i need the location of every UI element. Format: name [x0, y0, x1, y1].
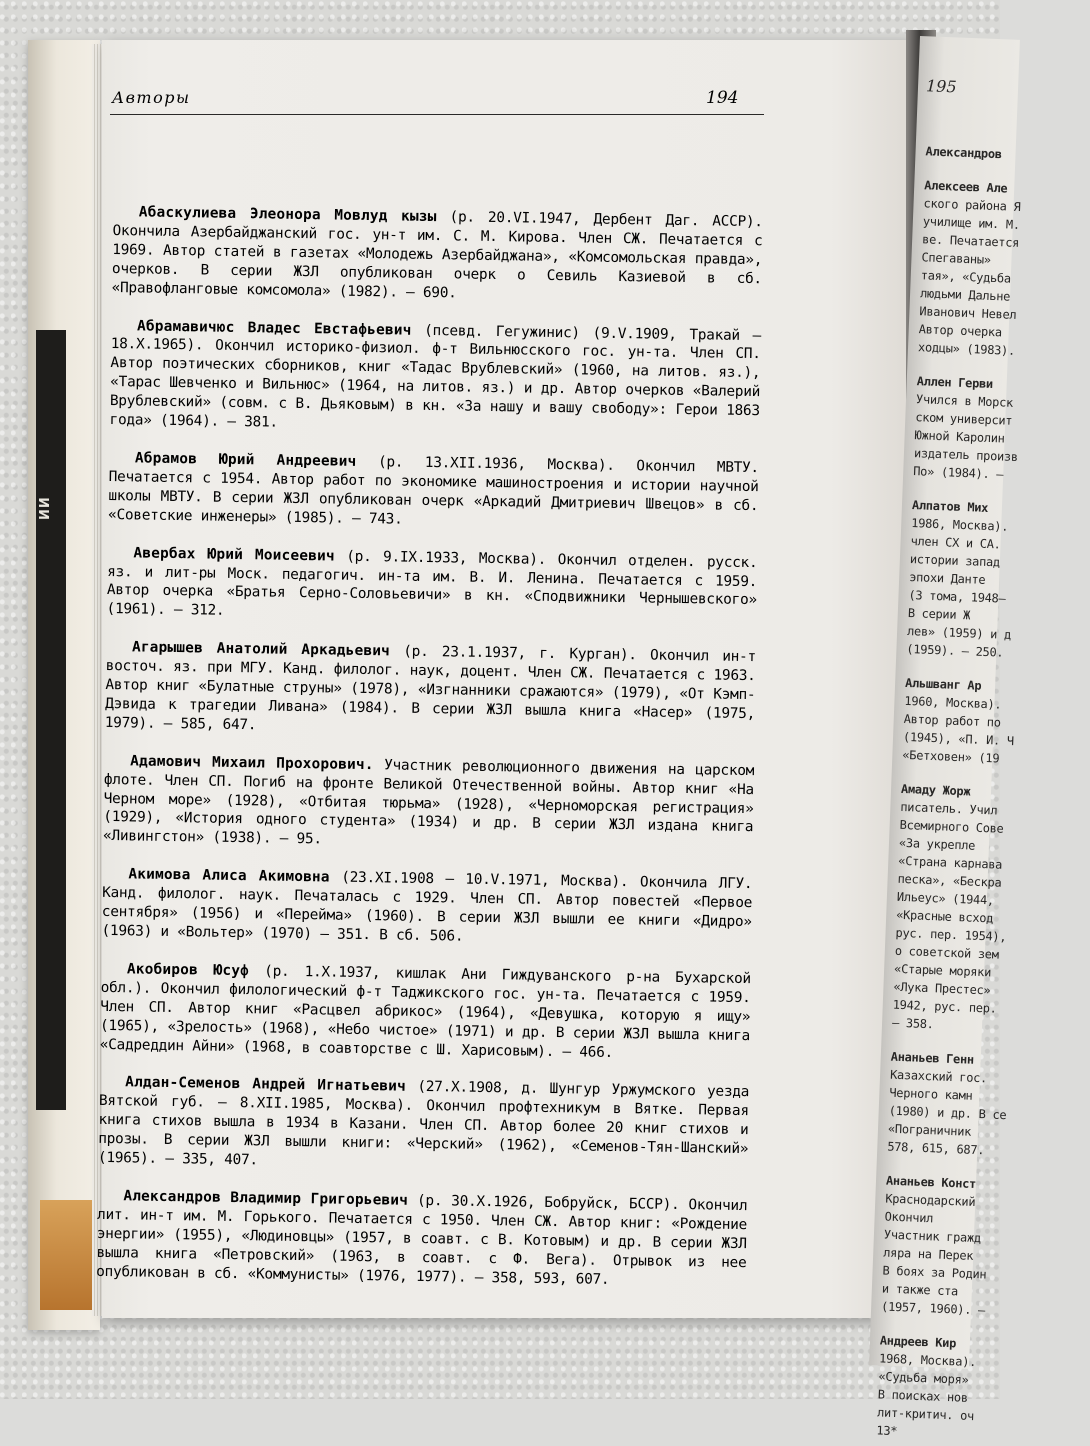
right-page-line: В поисках нов [877, 1387, 969, 1405]
right-page-line: Участник гражд [883, 1227, 982, 1246]
right-page-line: Всемирного Сове [899, 817, 1004, 836]
right-page-line: (3 тома, 1948– [908, 587, 1006, 606]
author-bio: (23.XI.1908 — 10.V.1971, Москва). Окончила ЛГУ. Канд. филолог. наук. Печаталась с 1929. Член СП. Автор повестей «Первое сентября» (1956) и «Перейма» (1960). В серии ЖЗЛ вышли ее книги «Дидро» (1963) и «Вольтер» (1970) — 351. В сб. 506. [101, 869, 753, 945]
right-page-line: 1960, Москва). [904, 693, 1002, 712]
right-page-line: — 358. [891, 1015, 934, 1032]
author-bio: (р. 1.X.1937, кишлак Ани Гиждуванского р-на Бухарской обл.). Окончил филологический ф-т Таджикского гос. ун-та. Печатается с 1959. Член СП. Автор книг «Расцвел абрикос» (1964), «Девушка, которую я ищу» (1965), «Зрелость» (1968), «Небо чистое» (1971) и др. В серии ЖЗЛ вышла книга «Садреддин Айни» (1968, в соавторстве с Ш. Харисовым). — 466. [99, 963, 752, 1061]
running-head: Авторы [112, 88, 191, 107]
right-page-line: (1980) и др. В се [888, 1103, 1007, 1123]
right-page-line: (1957, 1960). — [880, 1299, 986, 1318]
right-page-line: 1942, рус. пер. [892, 997, 997, 1016]
header-rule [110, 114, 764, 115]
author-entry [108, 449, 759, 535]
right-page-line: Автор очерка [918, 322, 1003, 340]
right-page-line: о советской зем [894, 943, 999, 962]
author-bio: (р. 23.1.1937, г. Курган). Окончил ин-т восточ. яз. при МГУ. Канд. филолог. наук, доцент. Член СЖ. Печатается с 1963. Автор книг «Булатные струны» (1978), «Изгнанники сражаются» (1979), «От Кэмп-Дэвида к трагедии Ливана» (1984). В серии ЖЗЛ вышла книга «Насер» (1975, 1979). — 585, 647. [104, 643, 757, 734]
right-page-line: 578, 615, 687. [887, 1139, 985, 1158]
right-page-line: Учился в Морск [915, 392, 1014, 410]
right-page-line: 13* [876, 1423, 898, 1439]
right-page-line: рус. пер. 1954), [895, 925, 1007, 944]
right-page-line: (1959). — 250. [906, 641, 1004, 660]
author-entry [100, 960, 751, 1065]
right-page-line: Черного камн [889, 1085, 973, 1103]
right-page-line: По» (1984). — [913, 464, 1004, 482]
author-bio: (р. 9.IX.1933, Москва). Окончил отделен. русск. яз. и лит-ры Моск. педагогич. ин-та им. В. И. Ленина. Печатается с 1959. Автор очерка «Братья Серно-Соловьевичи» в кн. «Сподвижники Чернышевского» (1961). — 312. [106, 548, 758, 620]
author-entry [101, 865, 752, 951]
right-page-line: Краснодарский [885, 1191, 976, 1209]
author-bio: Участник революционного движения на царском флоте. Член СП. Погиб на фронте Великой Отечественной войны. Автор книг «На Черном море» (1928), «Отбитая тюрьма» (1928), «Черноморская регистрация» (1929), «История одного студента» (1934) и др. В серии ЖЗЛ издана книга «Ливингстон» (1938). — 95. [102, 757, 755, 848]
cover-bottom-band [40, 1200, 98, 1310]
right-page-line: (1945), «П. И. Ч [902, 729, 1015, 749]
right-page-line: член СХ и СА. [910, 534, 1001, 552]
right-page-line: «За укрепле [898, 835, 976, 853]
right-page-line: Иванович Невел [919, 304, 1017, 322]
right-page-entry-name: Алексеев Але [924, 178, 1008, 196]
right-page-line: издатель произв [913, 446, 1019, 465]
right-page-line: писатель. Учил [900, 799, 998, 818]
author-bio: (р. 20.VI.1947, Дербент Даг. АССР). Окончила Азербайджанский гос. ун-т им. С. М. Кирова. Член СЖ. Печатается с 1969. Автор статей в газетах «Молодежь Азербайджана», «Комсомольская правда», очерков. В серии ЖЗЛ опубликован очерк о Севиль Казиевой в сб. «Правофланговые комсомола» (1982). — 690. [111, 209, 763, 302]
right-page-line: Автор работ по [903, 711, 1001, 730]
author-name: Абрамавичюс Владес Евстафьевич [136, 317, 412, 339]
right-page-line: «Лука Престес» [893, 979, 991, 998]
right-page-line: истории запад [909, 552, 1001, 570]
author-entry [98, 1073, 749, 1178]
right-page-line: Окончил [884, 1209, 934, 1226]
right-page-line: лев» (1959) и д [906, 623, 1012, 642]
right-page-entry-name: Ананьев Конст [885, 1173, 977, 1191]
author-entry [105, 638, 756, 743]
right-page-line: «Старые моряки [893, 961, 992, 980]
right-page-line: лит-критич. оч [876, 1405, 975, 1424]
entries-list [96, 203, 763, 1311]
author-bio: (псевд. Гегужинис) (9.V.1909, Тракай — 18.X.1965). Окончил историко-физиол. ф-т Вильнюсского гос. ун-та. Член СП. Автор поэтических сборников, книг «Тадас Врублевский» (1960, на литов. яз.), «Тарас Шевченко и Вильнюс» (1964, на литов. яз.) и др. Автор очерков «Валерий Врублевский» (совм. с В. Дьяковым) в кн. «За нашу и вашу свободу»: Герои 1863 года» (1964). — 381. [109, 322, 762, 431]
right-page-line: Казахский гос. [889, 1067, 988, 1086]
right-page-line: ского района Я [923, 196, 1021, 214]
right-page-line: В серии Ж [907, 605, 971, 623]
right-page-line: Спегаваны» [921, 250, 991, 267]
author-name: Акобиров Юсуф [126, 961, 250, 980]
right-page-line: Южной Каролин [914, 428, 1005, 446]
author-entry [106, 544, 757, 630]
right-page-line: ве. Печатается [921, 232, 1020, 250]
right-page-line: 1968, Москва). [878, 1351, 977, 1370]
right-page-line: 1986, Москва). [911, 516, 1009, 534]
author-name: Абаскулиева Элеонора Мовлуд кызы [138, 204, 437, 226]
right-page-line: и также ста [881, 1281, 959, 1299]
author-entry [96, 1187, 747, 1292]
right-page-line: ляра на Перек [883, 1245, 974, 1263]
right-page-line: Ильеус» (1944, [896, 889, 995, 908]
right-page-line: людьми Дальне [919, 286, 1011, 304]
right-page-line: «Страна карнава [898, 853, 1003, 872]
right-page-line: ском университ [915, 410, 1013, 428]
author-name: Агарышев Анатолий Аркадьевич [131, 639, 391, 660]
author-name: Александров Владимир Григорьевич [123, 1188, 409, 1209]
right-page-line: тая», «Судьба [920, 268, 1012, 286]
author-entry [112, 203, 763, 308]
author-name: Алдан-Семенов Андрей Игнатьевич [125, 1074, 407, 1096]
cover-strip-text: ИИ [38, 496, 53, 520]
right-page-line: «Пограничник [887, 1121, 972, 1139]
right-page-entry-name: Ананьев Генн [890, 1049, 975, 1067]
right-page-line: песка», «Бескра [897, 871, 1002, 890]
right-page-line: «Бетховен» (19 [902, 747, 1000, 766]
right-page-entry-name: Амаду Жорж [900, 781, 971, 799]
right-page-number: 195 [925, 76, 957, 97]
right-page-line: В боях за Родин [882, 1263, 987, 1282]
author-name: Авербах Юрий Моисеевич [133, 544, 335, 565]
author-name: Адамович Михаил Прохорович. [130, 753, 374, 773]
author-bio: (р. 13.XII.1936, Москва). Окончил МВТУ. Печатается с 1954. Автор работ по экономике машиностроения и истории научной школы МВТУ. В серии ЖЗЛ опубликован очерк «Аркадий Дмитриевич Швецов» в сб. «Советские инженеры» (1985). — 743. [107, 454, 760, 528]
right-page-entry-name: Алпатов Мих [911, 498, 989, 515]
page-number: 194 [706, 88, 739, 108]
right-page-entry-name: Аллен Герви [916, 374, 994, 392]
author-bio: (р. 30.X.1926, Бобруйск, БССР). Окончил лит. ин-т им. М. Горького. Печатается с 1950. Член СЖ. Автор книг: «Рождение энергии» (1955), «Людиновцы» (1957, в соавт. с В. Котовым) и др. В серии ЖЗЛ вышла книга «Петровский» (1963, в соавт. с Ф. Вега). Отрывок из нее опубликован в сб. «Коммунисты» (1976, 1977). — 358, 593, 607. [96, 1192, 748, 1288]
author-name: Акимова Алиса Акимовна [128, 866, 330, 886]
right-page-entry-name: Александров [925, 144, 1002, 162]
cover-photo-strip [36, 330, 66, 1110]
right-page-line: училище им. М. [922, 214, 1021, 232]
author-entry [109, 317, 761, 441]
author-entry [103, 752, 754, 857]
right-page-line: ходцы» (1983). [917, 340, 1016, 358]
right-page-line: эпохи Данте [908, 569, 986, 587]
right-page-entry-name: Андреев Кир [879, 1333, 957, 1351]
right-page-line: «Красные всход [895, 907, 994, 926]
right-page-entry-name: Альшванг Ар [904, 675, 982, 693]
right-page-line: «Судьба моря» [878, 1369, 969, 1387]
author-name: Абрамов Юрий Андреевич [134, 450, 357, 470]
author-bio: (27.X.1908, д. Шунгур Уржумского уезда Вятской губ. — 8.XII.1985, Москва). Окончил профтехникум в Вятке. Первая книга стихов вышла в 1934 в Казани. Член СП. Автор более 20 книг стихов и прозы. В серии ЖЗЛ вышли книги: «Черский» (1962), «Семенов-Тян-Шанский» (1965). — 335, 407. [97, 1079, 750, 1169]
